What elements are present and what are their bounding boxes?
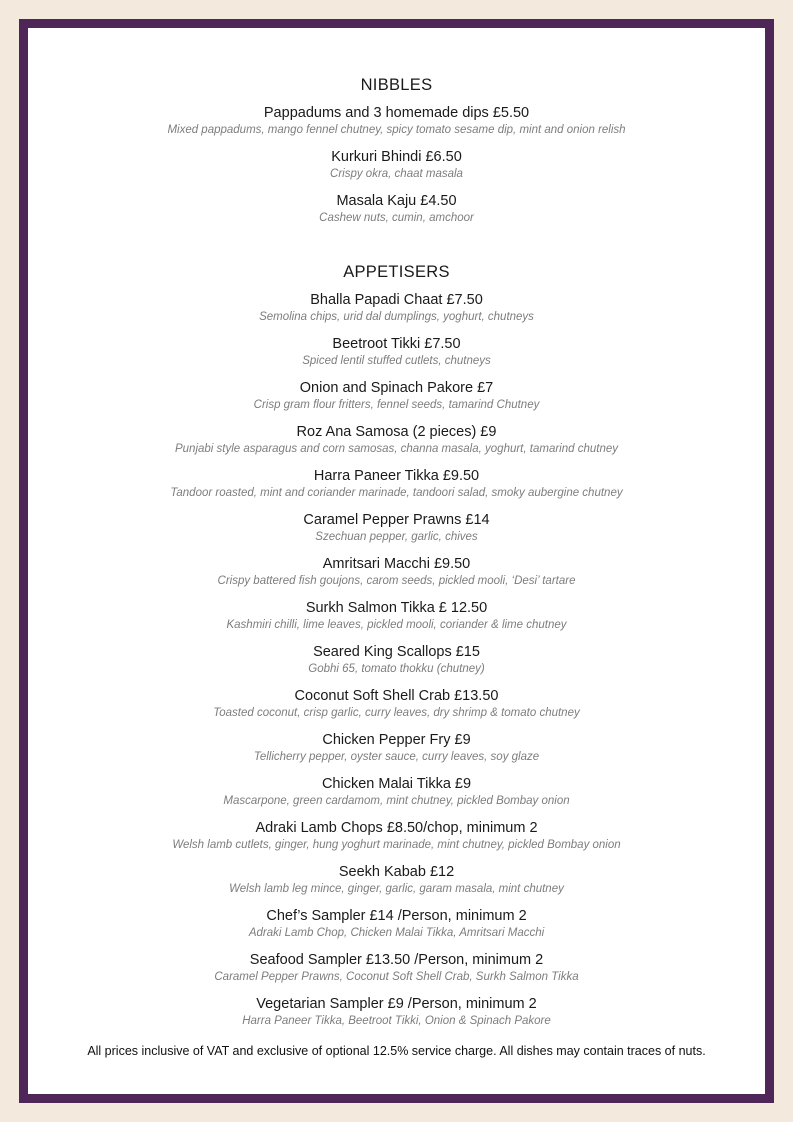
- section-title-nibbles: NIBBLES: [360, 76, 433, 94]
- menu-item-name: Masala Kaju £4.50: [336, 193, 457, 209]
- menu-item-description: Toasted coconut, crisp garlic, curry leaves, dry shrimp & tomato chutney: [213, 707, 580, 719]
- menu-item: [28, 148, 765, 182]
- menu-item-description: Mascarpone, green cardamom, mint chutney, pickled Bombay onion: [223, 795, 570, 807]
- menu-item-description: Crispy okra, chaat masala: [330, 168, 463, 180]
- menu-item-description: Mixed pappadums, mango fennel chutney, spicy tomato sesame dip, mint and onion relish: [167, 124, 626, 136]
- menu-item: [28, 599, 765, 633]
- menu-item: [28, 511, 765, 545]
- menu-item-description: Kashmiri chilli, lime leaves, pickled mooli, coriander & lime chutney: [226, 619, 567, 631]
- menu-item: [28, 687, 765, 721]
- menu-item-name: Amritsari Macchi £9.50: [322, 556, 471, 572]
- menu-item-description: Crisp gram flour fritters, fennel seeds, tamarind Chutney: [253, 399, 540, 411]
- menu-item-name: Seekh Kabab £12: [338, 864, 455, 880]
- menu-item-name: Chicken Pepper Fry £9: [322, 732, 471, 748]
- menu-item-description: Semolina chips, urid dal dumplings, yoghurt, chutneys: [259, 311, 534, 323]
- menu-item: [28, 379, 765, 413]
- menu-item-description: Spiced lentil stuffed cutlets, chutneys: [302, 355, 491, 367]
- menu-item-name: Coconut Soft Shell Crab £13.50: [294, 688, 499, 704]
- menu-item: [28, 819, 765, 853]
- menu-item-description: Cashew nuts, cumin, amchoor: [319, 212, 474, 224]
- menu-item: [28, 775, 765, 809]
- menu-item-name: Vegetarian Sampler £9 /Person, minimum 2: [256, 996, 537, 1012]
- menu-item-name: Harra Paneer Tikka £9.50: [313, 468, 480, 484]
- menu-item: [28, 643, 765, 677]
- menu-item-name: Bhalla Papadi Chaat £7.50: [310, 292, 483, 308]
- menu-item-name: Onion and Spinach Pakore £7: [299, 380, 494, 396]
- menu-item: [28, 192, 765, 226]
- menu-item: [28, 995, 765, 1029]
- menu-item-name: Beetroot Tikki £7.50: [332, 336, 461, 352]
- menu-item-name: Roz Ana Samosa (2 pieces) £9: [296, 424, 497, 440]
- menu-item: [28, 291, 765, 325]
- menu-content: [28, 28, 765, 1094]
- menu-item: [28, 467, 765, 501]
- menu-item-name: Surkh Salmon Tikka £ 12.50: [305, 600, 488, 616]
- menu-frame: [19, 19, 774, 1103]
- menu-item: [28, 335, 765, 369]
- menu-item-description: Caramel Pepper Prawns, Coconut Soft Shell Crab, Surkh Salmon Tikka: [214, 971, 579, 983]
- menu-item: [28, 555, 765, 589]
- menu-item-description: Tandoor roasted, mint and coriander marinade, tandoori salad, smoky aubergine chutney: [170, 487, 623, 499]
- menu-item-name: Chicken Malai Tikka £9: [321, 776, 472, 792]
- menu-item-description: Tellicherry pepper, oyster sauce, curry leaves, soy glaze: [253, 751, 540, 763]
- menu-item-description: Welsh lamb leg mince, ginger, garlic, garam masala, mint chutney: [229, 883, 564, 895]
- menu-item-description: Adraki Lamb Chop, Chicken Malai Tikka, Amritsari Macchi: [248, 927, 545, 939]
- menu-item: [28, 951, 765, 985]
- menu-item-name: Caramel Pepper Prawns £14: [303, 512, 490, 528]
- menu-item: [28, 863, 765, 897]
- menu-item-description: Welsh lamb cutlets, ginger, hung yoghurt marinade, mint chutney, pickled Bombay onion: [172, 839, 621, 851]
- menu-item-description: Gobhi 65, tomato thokku (chutney): [308, 663, 485, 675]
- menu-item-description: Harra Paneer Tikka, Beetroot Tikki, Onion & Spinach Pakore: [242, 1015, 551, 1027]
- menu-item-description: Crispy battered fish goujons, carom seeds, pickled mooli, ‘Desi’ tartare: [217, 575, 576, 587]
- menu-item: [28, 423, 765, 457]
- menu-item-name: Seafood Sampler £13.50 /Person, minimum 2: [249, 952, 544, 968]
- menu-item: [28, 731, 765, 765]
- menu-item-description: Szechuan pepper, garlic, chives: [315, 531, 478, 543]
- menu-item-description: Punjabi style asparagus and corn samosas, channa masala, yoghurt, tamarind chutney: [174, 443, 618, 455]
- menu-item-name: Kurkuri Bhindi £6.50: [331, 149, 462, 165]
- menu-item-name: Pappadums and 3 homemade dips £5.50: [263, 105, 530, 121]
- footer-note: All prices inclusive of VAT and exclusive of optional 12.5% service charge. All dishes may contain traces of nuts.: [87, 1044, 706, 1058]
- menu-item-name: Seared King Scallops £15: [313, 644, 480, 660]
- menu-item-name: Adraki Lamb Chops £8.50/chop, minimum 2: [255, 820, 538, 836]
- menu-item: [28, 104, 765, 138]
- menu-item-name: Chef’s Sampler £14 /Person, minimum 2: [266, 908, 527, 924]
- section-title-appetisers: APPETISERS: [343, 263, 450, 281]
- menu-item: [28, 907, 765, 941]
